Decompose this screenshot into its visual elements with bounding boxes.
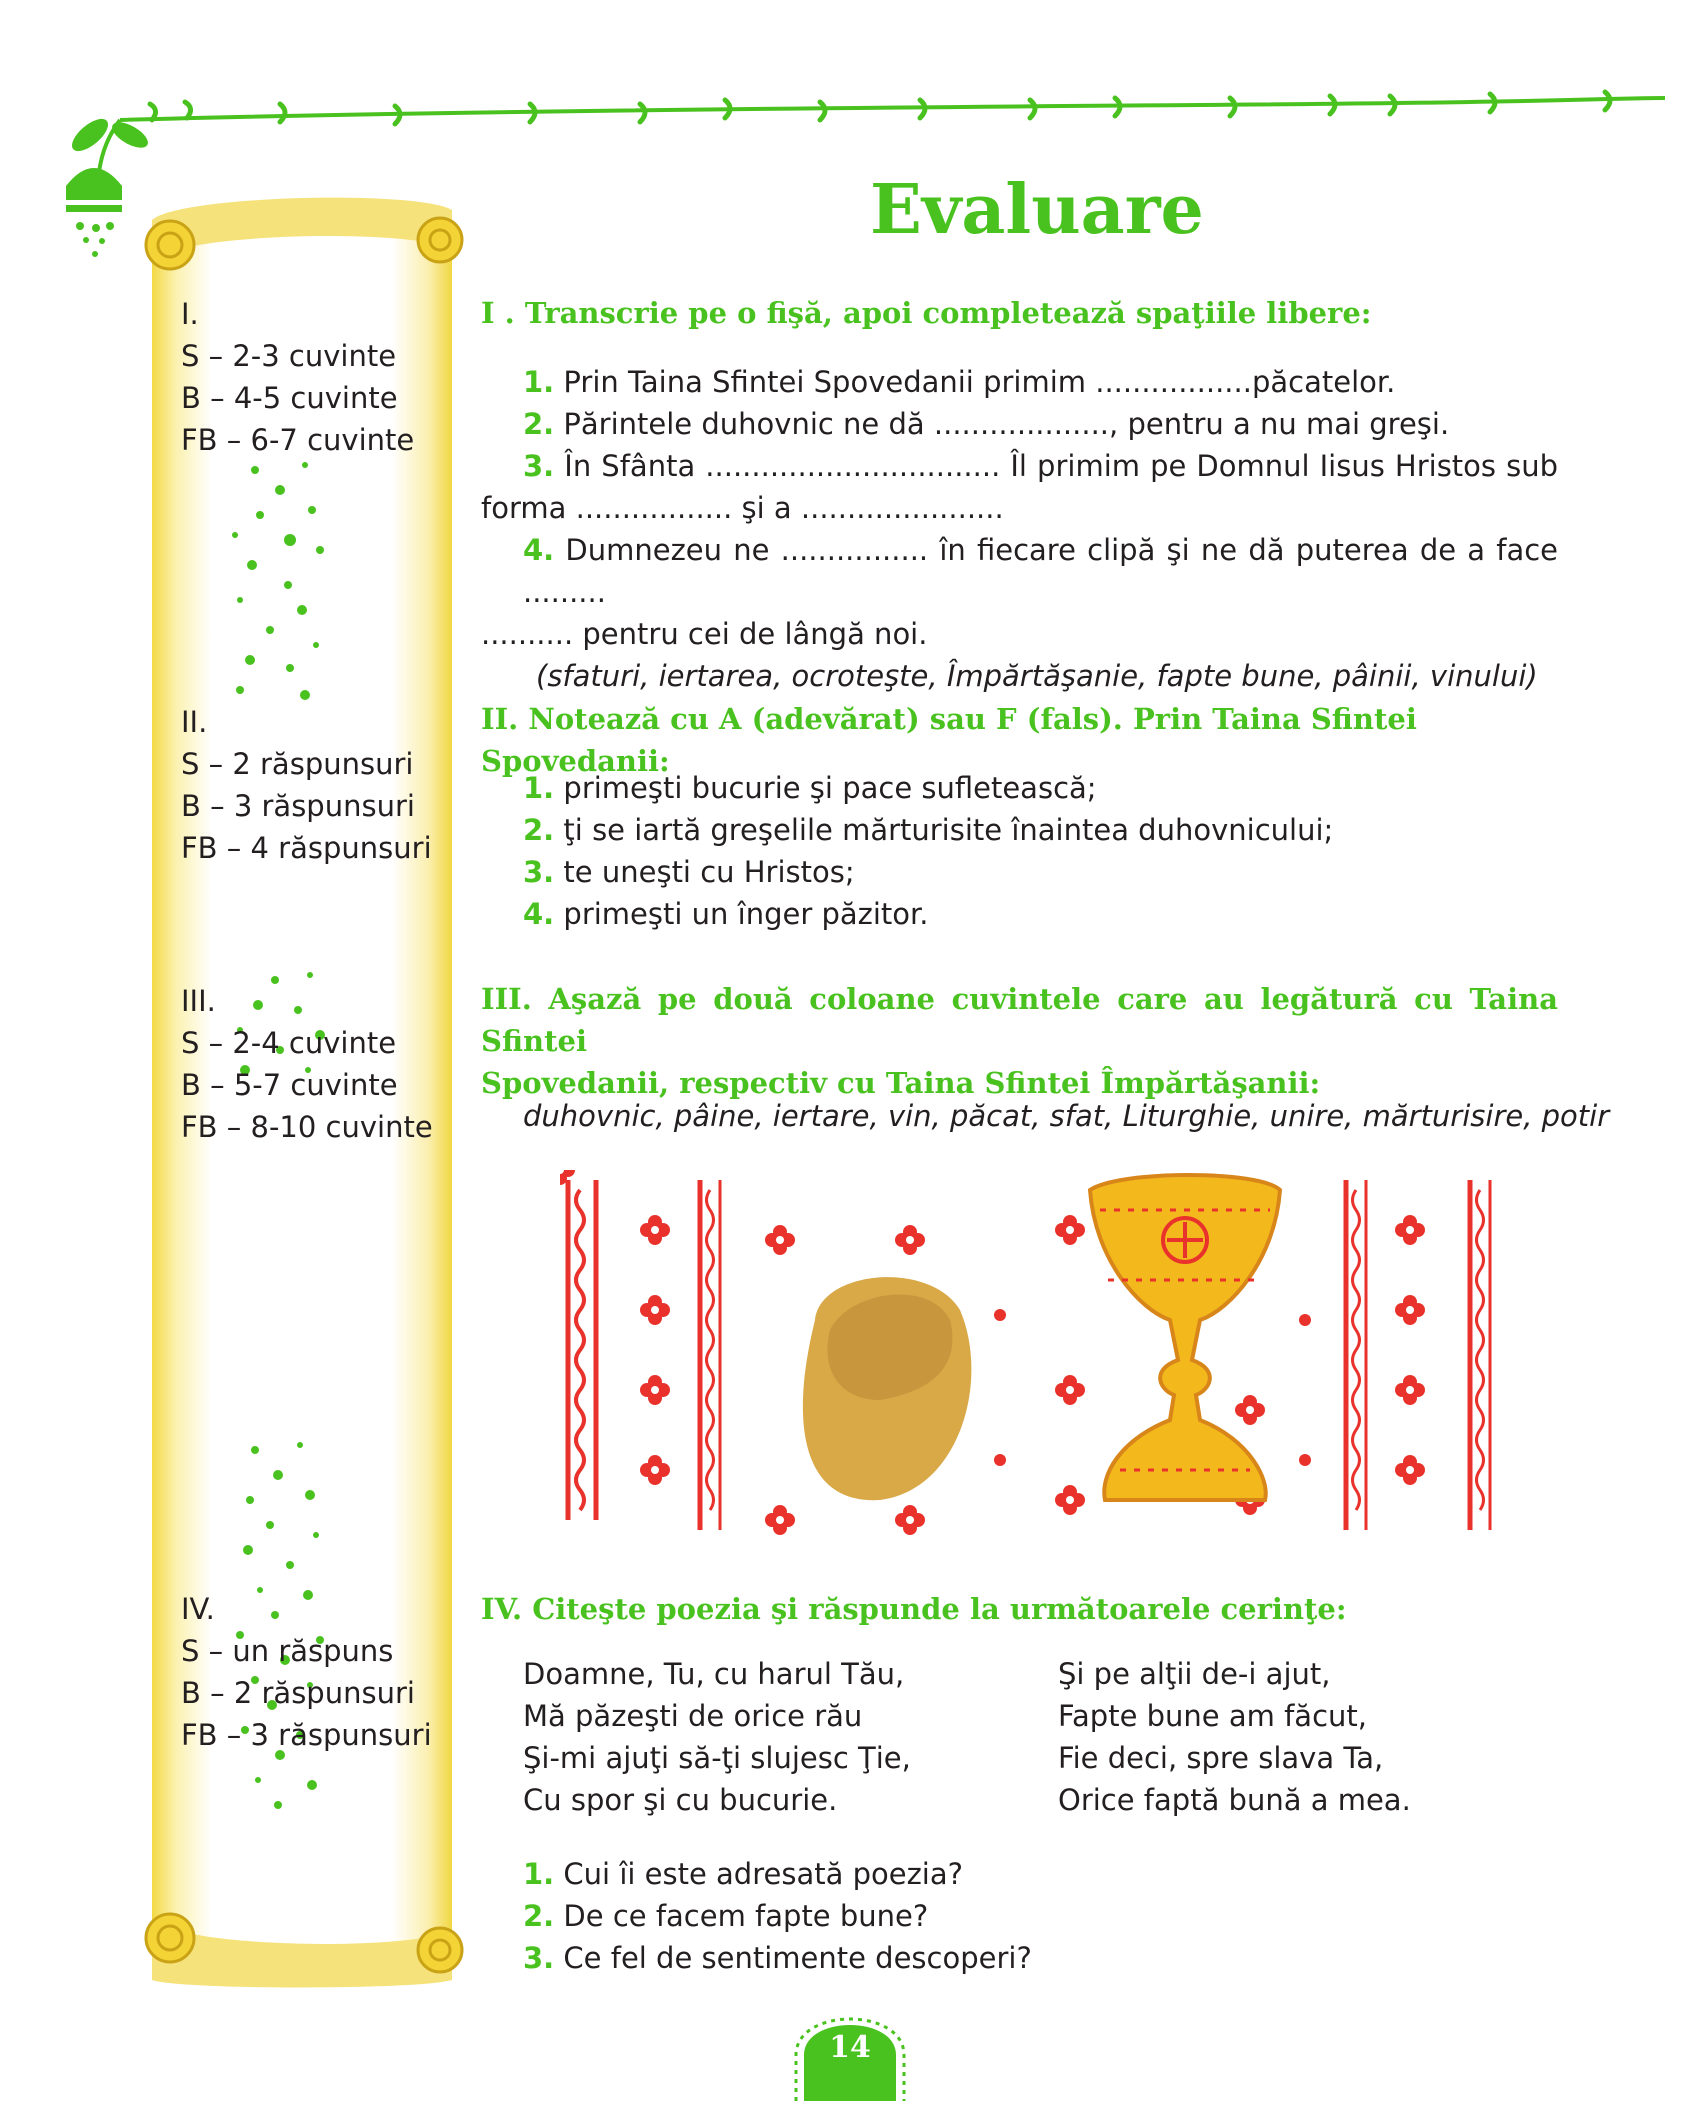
bread-chalice-illustration [560, 1170, 1500, 1570]
poem-line: Orice faptă bună a mea. [1058, 1783, 1411, 1817]
section-3-title-line-1: III. Aşază pe două coloane cuvintele care au legătură cu Taina Sfintei [481, 982, 1558, 1058]
criteria-heading: IV. [181, 1592, 215, 1626]
criteria-heading: II. [181, 705, 208, 739]
list-item [481, 403, 1558, 445]
item-text: Prin Taina Sfintei Spovedanii primim .................păcatelor. [563, 365, 1396, 399]
criteria-heading: I. [181, 297, 199, 331]
criteria-line: FB – 8-10 cuvinte [181, 1110, 433, 1144]
criteria-heading: III. [181, 984, 216, 1018]
poem-line: Fapte bune am făcut, [1058, 1699, 1367, 1733]
list-item [481, 1937, 1558, 1979]
page-number: 14 [829, 2030, 871, 2065]
poem-line: Şi-mi ajuţi să-ţi slujesc Ţie, [523, 1741, 911, 1775]
section-4-title: IV. Citeşte poezia şi răspunde la următoarele cerinţe: [481, 1592, 1347, 1626]
item-text: Ce fel de sentimente descoperi? [563, 1941, 1032, 1975]
item-text: .......... pentru cei de lângă noi. [481, 617, 928, 651]
list-item [481, 851, 1558, 893]
criteria-line: FB – 3 răspunsuri [181, 1718, 432, 1752]
item-text: Părintele duhovnic ne dă ..................., pentru a nu mai greşi. [563, 407, 1450, 441]
poem-stanza-left [523, 1653, 911, 1821]
poem-stanza-right [1058, 1653, 1411, 1821]
item-text: De ce facem fapte bune? [563, 1899, 929, 1933]
item-text: te uneşti cu Hristos; [563, 855, 855, 889]
criteria-line: B – 3 răspunsuri [181, 789, 415, 823]
item-number: 1. [523, 365, 555, 399]
item-number: 1. [523, 771, 555, 805]
poem-line: Şi pe alţii de-i ajut, [1058, 1657, 1331, 1691]
criteria-line: S – 2-4 cuvinte [181, 1026, 397, 1060]
criteria-line: S – un răspuns [181, 1634, 394, 1668]
item-number: 2. [523, 1899, 555, 1933]
criteria-line: B – 5-7 cuvinte [181, 1068, 398, 1102]
hint-words: (sfaturi, iertarea, ocroteşte, Împărtăşanie, fapte bune, pâinii, vinului) [536, 659, 1538, 693]
section-3-title-line-2: Spovedanii, respectiv cu Taina Sfintei Împărtăşanii: [481, 1066, 1321, 1100]
list-item [481, 1853, 1558, 1895]
criteria-line: B – 4-5 cuvinte [181, 381, 398, 415]
criteria-line: B – 2 răspunsuri [181, 1676, 415, 1710]
criteria-block-4 [181, 1588, 432, 1756]
list-item [481, 1895, 1558, 1937]
item-text: primeşti un înger păzitor. [563, 897, 929, 931]
item-text: ţi se iartă greşelile mărturisite înaintea duhovnicului; [563, 813, 1334, 847]
list-item [481, 767, 1558, 809]
poem-line: Mă păzeşti de orice rău [523, 1699, 863, 1733]
criteria-block-1 [181, 293, 414, 461]
section-1-title: I . Transcrie pe o fişă, apoi completează spaţiile libere: [481, 296, 1372, 330]
list-item-continuation [481, 487, 1558, 529]
item-number: 2. [523, 813, 555, 847]
poem-line: Cu spor şi cu bucurie. [523, 1783, 838, 1817]
item-number: 1. [523, 1857, 555, 1891]
item-text: În Sfânta ................................ Îl primim pe Domnul Iisus Hristos sub [564, 449, 1559, 483]
poem-line: Doamne, Tu, cu harul Tău, [523, 1657, 905, 1691]
item-number: 2. [523, 407, 555, 441]
criteria-line: S – 2-3 cuvinte [181, 339, 397, 373]
section-4-questions [481, 1853, 1558, 1979]
criteria-line: FB – 6-7 cuvinte [181, 423, 415, 457]
list-item [481, 361, 1558, 403]
list-item [481, 529, 1558, 613]
criteria-block-2 [181, 701, 432, 869]
item-number: 4. [523, 533, 555, 567]
criteria-line: S – 2 răspunsuri [181, 747, 414, 781]
item-text: primeşti bucurie şi pace sufletească; [563, 771, 1097, 805]
item-text: Dumnezeu ne ................ în fiecare clipă şi ne dă puterea de a face ......... [523, 533, 1558, 609]
section-2-items [481, 767, 1558, 935]
item-text: Cui îi este adresată poezia? [563, 1857, 964, 1891]
list-item [481, 893, 1558, 935]
list-item-continuation [481, 613, 1558, 655]
word-list: duhovnic, pâine, iertare, vin, păcat, sfat, Liturghie, unire, mărturisire, potir [523, 1099, 1610, 1133]
item-number: 3. [523, 1941, 555, 1975]
page-title: Evaluare [870, 170, 1204, 250]
section-3-title [481, 978, 1558, 1104]
poem-line: Fie deci, spre slava Ta, [1058, 1741, 1384, 1775]
section-2-title: II. Notează cu A (adevărat) sau F (fals). Prin Taina Sfintei Spovedanii: [481, 702, 1417, 778]
list-item [481, 445, 1558, 487]
item-text: forma ................. şi a ...................... [481, 491, 1004, 525]
criteria-block-3 [181, 980, 433, 1148]
criteria-line: FB – 4 răspunsuri [181, 831, 432, 865]
section-1-items [481, 361, 1558, 697]
item-number: 3. [523, 449, 555, 483]
list-item [481, 809, 1558, 851]
item-number: 4. [523, 897, 555, 931]
item-number: 3. [523, 855, 555, 889]
